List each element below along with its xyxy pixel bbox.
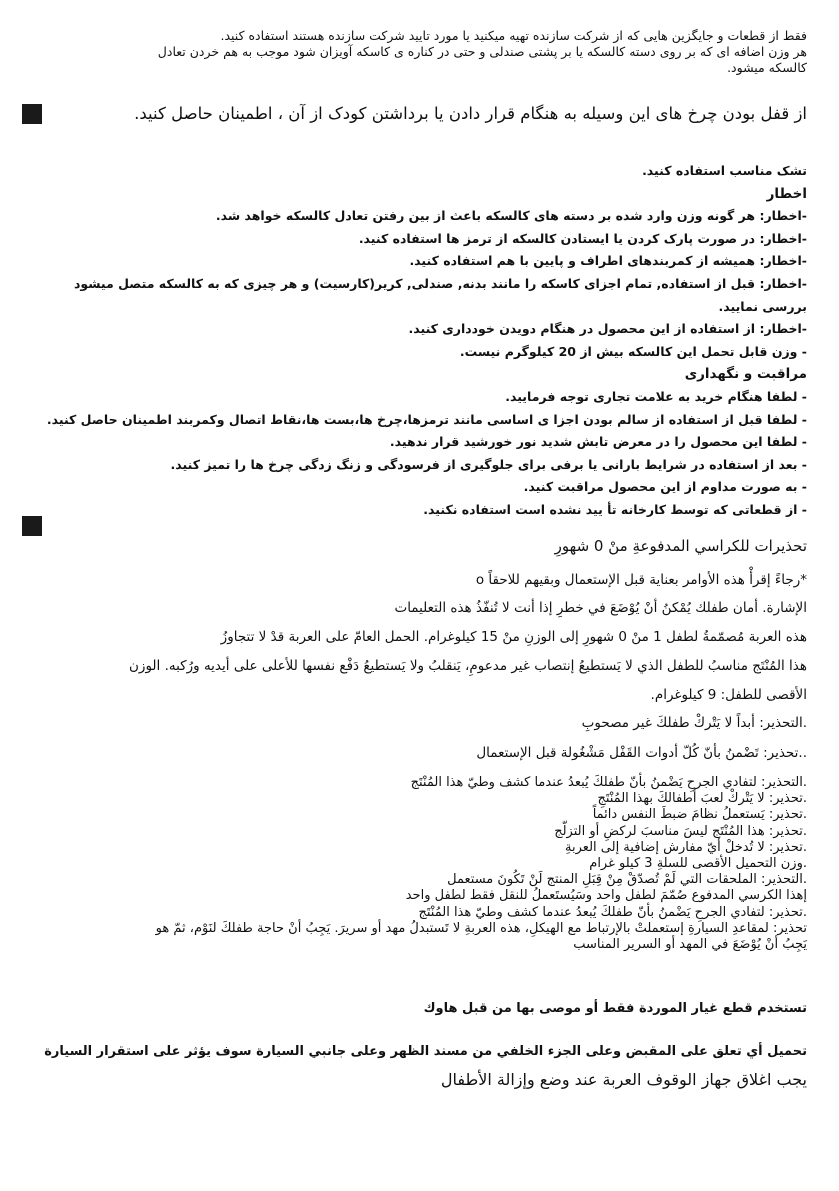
arabic-line: .تحذير: لا يَتْركْ لعبَ أطفالكَ بهذا المُنْتَجِ xyxy=(597,791,807,807)
arabic-line: ..تحذير: تَضْمنُ بأنّ كُلّ أدوات القَفْل مَشْغُولة قبل الإستعمال xyxy=(476,745,807,761)
arabic-line: *رجاءً إقرأْ هذه الأوامر بعناية قبل الإستعمال وبقيهم للاحقاً o xyxy=(475,572,807,588)
persian-line: - از قطعاتی که توسط کارخانه تأ یید نشده است استفاده نکنید. xyxy=(423,501,807,517)
persian-brake-warning: از قفل بودن چرخ های این وسیله به هنگام قرار دادن یا برداشتن کودک از آن ، اطمینان حاصل کنید. xyxy=(134,104,807,123)
arabic-line: .تحذير: يَستعملُ نظامَ ضبطَ النفس دائماً xyxy=(592,807,807,823)
persian-intro-line: فقط از قطعات و جایگزین هایی که از شرکت سازنده تهیه میکنید یا مورد تایید شرکت سازنده هستند استفاده کنید. xyxy=(220,28,807,43)
arabic-line: تحذير: لمقاعدِ السيارةِ إستعملتْ بالإرتباط مع الهيكلِ، هذه العربةِ لا تَستبدلُ مهد أو سريرَ. يَجِبُ أنْ حاجة طفلكَ لنَوْم، ثمّ هو xyxy=(155,920,807,936)
arabic-brake-line: يجب اغلاق جهاز الوقوف العربة عند وضع وإزالة الأطفال xyxy=(440,1070,807,1089)
arabic-line: .تحذير: هذا المُنْتَج ليسَ مناسبَ لركضِ أو التزلّج xyxy=(554,823,807,839)
persian-intro-line: کالسکه میشود. xyxy=(727,60,807,75)
arabic-line: .تحذير: لتفادي الجرحِ يَضْمنُ بأنّ طفلكَ يُبعدُ عندما كشف وطيّ هذا المُنْتَج xyxy=(418,904,807,920)
persian-intro-line: هر وزن اضافه ای که بر روی دسته کالسکه یا بر پشتی صندلی و حتی در کناره ی کاسکه آویزان شود موجب به هم خردن تعادل xyxy=(157,44,807,59)
persian-line: - وزن قابل تحمل این کالسکه بیش از 20 کیلوگرم نیست. xyxy=(459,343,807,359)
persian-heading-care: مراقبت و نگهداری xyxy=(684,366,807,383)
persian-line: - لطفا قبل از استفاده از سالم بودن اجزا ی اساسی مانند ترمزها،چرخ ها،بست ها،نقاط اتصال وکمربند اطمینان حاصل کنید. xyxy=(46,411,807,427)
persian-line: - لطفا هنگام خرید به علامت تجاری توجه فرمایید. xyxy=(505,388,807,404)
arabic-line: .التحذير: أبداً لا يَتْركْ طفلكَ غير مصحوبِ xyxy=(581,715,807,731)
arabic-line: هذه العربة مُصمّمةُ لطفل 1 منْ 0 شهورِ إلى الوزنِ منْ 15 كيلوغرام. الحمل العامّ على العربة قدْ لا تتجاوزُ xyxy=(220,629,807,645)
arabic-load-line: تحميل أي تعلق على المقبض وعلى الجزء الخلفي من مسند الظهر وعلى جانبي السيارة سوف يؤثر على استقرار السيارة xyxy=(44,1044,807,1059)
arabic-dense-warnings xyxy=(32,775,807,953)
arabic-line: الإشارة. أمان طفلك يُمْكنُ أنْ يُوْضَعَ في خطرِ إذا أنت لا تُنفّذُ هذه التعليمات xyxy=(394,600,807,616)
persian-line: -اخطار: در صورت پارک کردن یا ایستادن کالسکه از ترمز ها استفاده کنید. xyxy=(358,230,807,246)
persian-line: -اخطار: قبل از استفاده, تمام اجزای کاسکه را مانند بدنه, صندلی, کریر(کارسیت) و هر چیزی که به کالسکه متصل میشود بررسی نمایید. xyxy=(73,275,807,314)
persian-line: -اخطار: همیشه از کمربندهای اطراف و پایین با هم استفاده کنید. xyxy=(409,253,807,269)
persian-line: تشک مناسب استفاده کنید. xyxy=(642,163,807,178)
persian-line: -اخطار: از استفاده از این محصول در هنگام دویدن خودداری کنید. xyxy=(408,321,807,337)
arabic-parts-line: تستخدم قطع غيار الموردة فقط أو موصى بها من قبل هاوك xyxy=(423,1001,807,1016)
persian-line: -اخطار: هر گونه وزن وارد شده بر دسته های کالسکه باعث از بین رفتن تعادل کالسکه خواهد شد. xyxy=(215,208,807,224)
persian-line: - بعد از استفاده در شرایط بارانی یا برفی برای جلوگیری از فرسودگی و زنگ زدگی چرخ ها را تمیز کنید. xyxy=(170,456,807,472)
arabic-line: يَجِبُ أنْ يُوْضَعَ في المهد أو السرير المناسب xyxy=(573,937,807,953)
persian-heading-warning: اخطار xyxy=(766,185,807,202)
arabic-line: الأقصى للطفل: 9 كيلوغرام. xyxy=(650,687,807,703)
arabic-line: .تحذير: لا تُدخلْ أيّ مفارش إضافية إلى العربةِ xyxy=(565,839,807,855)
persian-line: - لطفا این محصول را در معرض تابش شدید نور خورشید قرار ندهید. xyxy=(389,434,807,450)
arabic-line: .التحذير: الملحقات التي لَمْ تُصدّقْ مِنْ قِبَلِ المنتج لَنْ تَكُونَ مستعمل xyxy=(447,872,807,888)
arabic-line: هذا المُنْتَج مناسبُ للطفل الذي لا يَستطيعُ إنتصاب غير مدعومِ، يَنقلبُ ولا يَستطيعُ دَفْع نفسها للأعلى على أيديه ورُكبه. الوزن xyxy=(129,658,807,674)
arabic-line: .وزن التحميل الأقصى للسلةِ 3 كيلو غرام xyxy=(589,856,807,872)
arabic-line: .التحذير: لتفادي الجرحِ يَضْمنُ بأنّ طفلكَ يُبعدُ عندما كشف وطيّ هذا المُنْتَج xyxy=(410,775,807,790)
persian-line: - به صورت مداوم از این محصول مراقبت کنید. xyxy=(523,479,807,495)
arabic-line: إهذا الكرسي المدفوع صُمّمَ لطفل واحد وسَيُستَعملُ للنقل فقط لطفل واحد xyxy=(405,888,807,904)
arabic-heading: تحذيرات للكراسي المدفوعةِ منْ 0 شهورِ xyxy=(554,537,807,555)
